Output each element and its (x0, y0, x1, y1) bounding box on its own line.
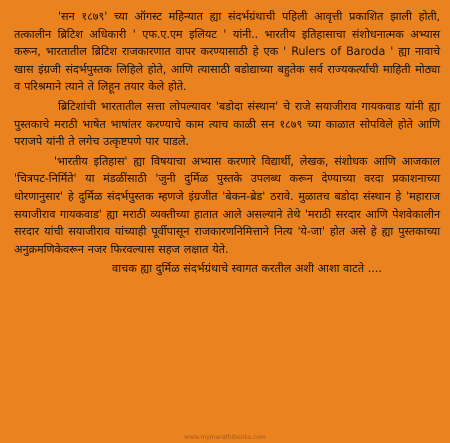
closing-line: वाचक ह्या दुर्मिळ संदर्भग्रंथाचे स्वागत करतील अशी आशा वाटते .... (112, 262, 382, 276)
paragraph-3: 'भारतीय इतिहास' ह्या विषयाचा अभ्यास करणारे विद्यार्थी, लेखक, संशोधक आणि आजकाल 'चित्रपट-निर्मिते' या मंडळींसाठी 'जुनी दुर्मिळ पुस्तके उपलब्ध करून देण्याच्या वरदा प्रकाशनाच्या धोरणानुसार' हे दुर्मिळ संदर्भपुस्तक म्हणजे इंग्रजीत 'बेकन-ब्रेड' ठरावे. मुळातच बडोदा संस्थान हे 'महाराज सयाजीराव गायकवाड' ह्या मराठी व्यक्तीच्या हातात आले असल्याने तेथे 'मराठी सरदार आणि पेशवेकालीन सरदार यांची सयाजीराव यांच्याही पूर्वीपासून राजकारणनिमित्ताने नित्य 'ये-जा' होत असे हे ह्या पुस्तकाच्या अनुक्रमणिकेवरून नजर फिरवल्यास सहज लक्षात येते. (14, 154, 440, 256)
paragraph-1: 'सन १८७९' च्या ऑगस्ट महिन्यात ह्या संदर्भग्रंथाची पहिली आवृत्ती प्रकाशित झाली होती, तत्कालीन ब्रिटिश अधिकारी ' एफ.ए.एम इलियट ' यांनी.. भारतीय इतिहासाचा संशोधनात्मक अभ्यास करून, भारतातील ब्रिटिश राजकारणात वापर करण्यासाठी हे एक ' Rulers of Baroda ' ह्या नावाचे खास इंग्रजी संदर्भपुस्तक लिहिले होते, आणि त्यासाठी बडोद्याच्या बहुतेक सर्व राज्यकर्त्यांची माहिती मोठ्या व परिश्रमाने त्याने ते लिहून तयार केले होते. (14, 10, 440, 94)
paragraph-2: ब्रिटिशांची भारतातील सत्ता लोपल्यावर 'बडोदा संस्थान' चे राजे सयाजीराव गायकवाड यांनी ह्या पुस्तकाचे मराठी भाषेत भाषांतर करण्याचे काम त्याच काळी सन १८७९ च्या काळात सोपविले होते आणि पराजपे यांनी ते लगेच उत्कृष्टपणे पार पाडले. (14, 99, 440, 149)
footer-url: www.mymarathibooks.com (184, 434, 266, 441)
